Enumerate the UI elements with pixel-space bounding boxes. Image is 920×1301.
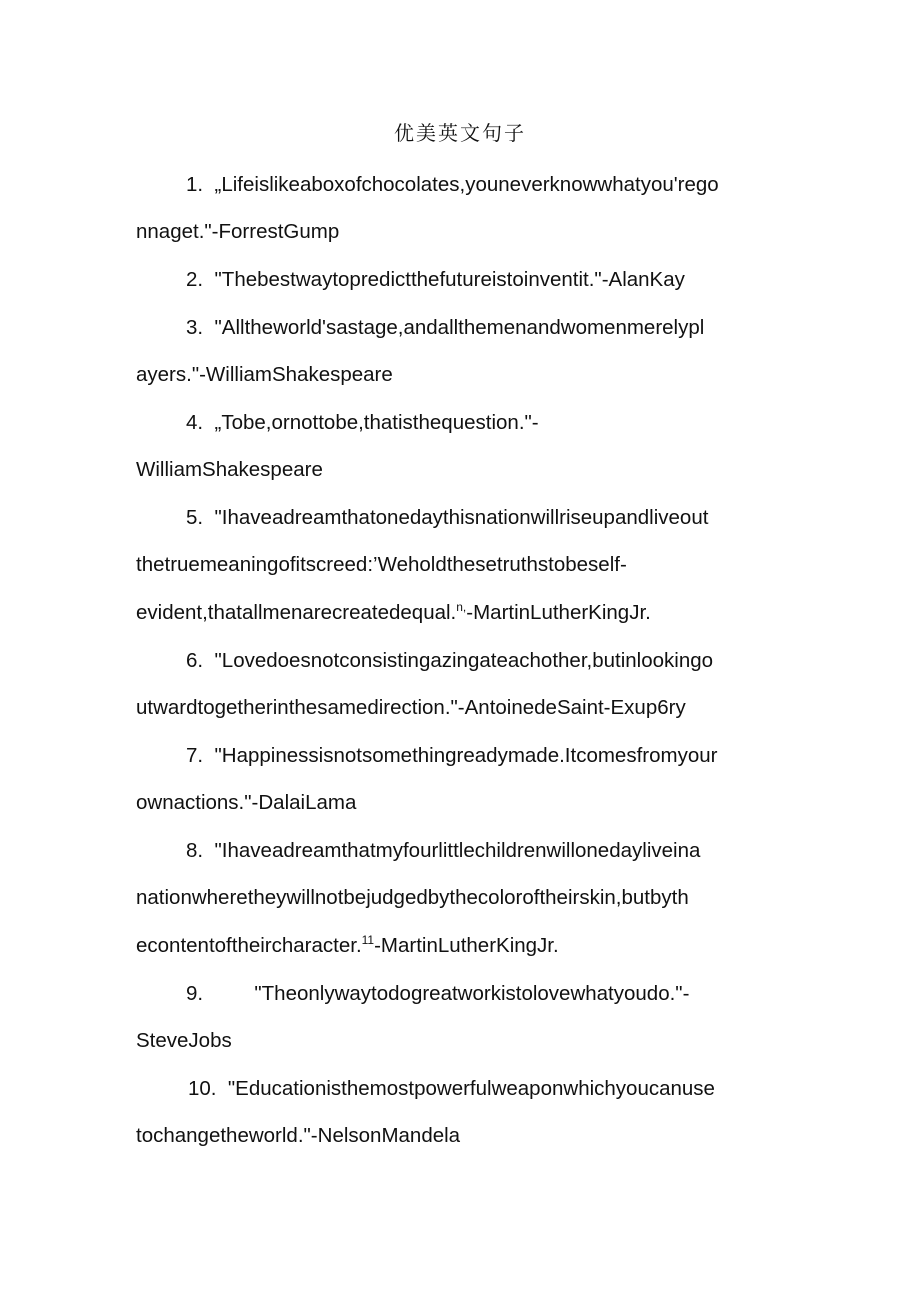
quote-5-line-2: thetruemeaningofitscreed:’Weholdthesetruthstobeself-	[136, 553, 627, 576]
quote-6-line-1	[186, 646, 713, 676]
quote-number: 10.	[188, 1077, 217, 1100]
quote-3-line-2: ayers."-WilliamShakespeare	[136, 363, 393, 386]
quote-10-line-1	[188, 1074, 715, 1104]
quote-text: "Ihaveadreamthatonedaythisnationwillriseupandliveout	[214, 506, 709, 529]
quote-9-line-1	[186, 979, 689, 1009]
quote-text: "Happinessisnotsomethingreadymade.Itcomesfromyour	[214, 744, 718, 767]
quote-author: -MartinLutherKingJr.	[374, 934, 559, 957]
quote-5-line-3	[136, 598, 651, 628]
quote-5-line-1	[186, 503, 708, 533]
quote-8-line-1	[186, 836, 700, 866]
quote-number: 5.	[186, 506, 204, 529]
footnote-mark: n,	[456, 600, 467, 614]
quote-1-line-1	[186, 170, 719, 200]
quote-number: 2.	[186, 268, 204, 291]
quote-text: "Thebestwaytopredictthefutureistoinventit."-AlanKay	[214, 268, 685, 291]
quote-text: „Tobe,ornottobe,thatisthequestion."-	[214, 411, 539, 434]
quote-author: -MartinLutherKingJr.	[466, 601, 651, 624]
quote-text: "Educationisthemostpowerfulweaponwhichyoucanuse	[227, 1077, 715, 1100]
quote-text: evident,thatallmenarecreatedequal.	[136, 601, 457, 624]
quote-2-line-1	[186, 265, 685, 295]
quote-text: "Theonlywaytodogreatworkistolovewhatyoudo."-	[254, 982, 690, 1005]
quote-number: 7.	[186, 744, 204, 767]
quote-text: "Lovedoesnotconsistingazingateachother,butinlookingo	[214, 649, 714, 672]
quote-4-line-1	[186, 408, 539, 438]
quote-text: „Lifeislikeaboxofchocolates,youneverknowwhatyou'rego	[214, 173, 719, 196]
quote-10-line-2: tochangetheworld."-NelsonMandela	[136, 1124, 461, 1147]
footnote-mark: 11	[361, 933, 375, 947]
quote-9-line-2: SteveJobs	[136, 1029, 232, 1052]
quote-text: econtentoftheircharacter.	[136, 934, 362, 957]
quote-number: 9.	[186, 982, 204, 1005]
quote-3-line-1	[186, 313, 704, 343]
quote-7-line-1	[186, 741, 717, 771]
page-title: 优美英文句子	[394, 121, 526, 145]
quote-8-line-3	[136, 931, 559, 961]
quote-number: 3.	[186, 316, 204, 339]
quote-1-line-2: nnaget."-ForrestGump	[136, 220, 340, 243]
quote-6-line-2: utwardtogetherinthesamedirection."-AntoinedeSaint-Exup6ry	[136, 696, 686, 719]
quote-8-line-2: nationwheretheywillnotbejudgedbythecoloroftheirskin,butbyth	[136, 886, 689, 909]
quote-7-line-2: ownactions."-DalaiLama	[136, 791, 357, 814]
quote-number: 6.	[186, 649, 204, 672]
quote-number: 1.	[186, 173, 204, 196]
quote-text: "Ihaveadreamthatmyfourlittlechildrenwillonedayliveina	[214, 839, 701, 862]
quote-4-line-2: WilliamShakespeare	[136, 458, 323, 481]
quote-number: 4.	[186, 411, 204, 434]
quote-number: 8.	[186, 839, 204, 862]
quote-text: "Alltheworld'sastage,andallthemenandwomenmerelypl	[214, 316, 705, 339]
